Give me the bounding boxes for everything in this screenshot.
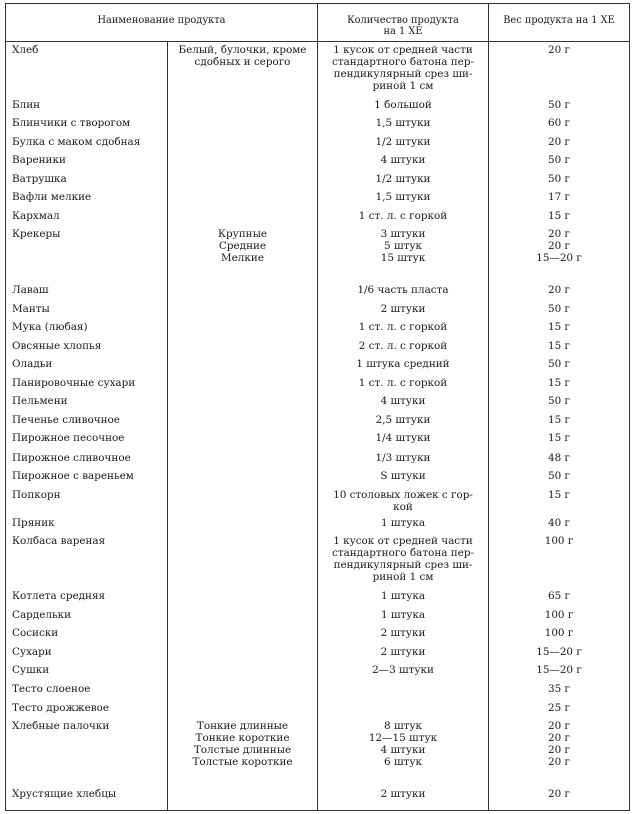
header-quantity-text: Количество продукта на 1 ХЕ xyxy=(347,15,459,37)
product-name-cell: Сардельки xyxy=(6,607,168,625)
product-name-cell: Кархмал xyxy=(6,208,168,226)
product-variant-cell xyxy=(168,338,318,356)
quantity-cell xyxy=(318,468,489,487)
product-variant-cell xyxy=(168,208,318,226)
weight-cell-line: 20 г xyxy=(548,756,570,769)
product-variant-cell-line: Средние xyxy=(218,239,267,252)
product-variant-cell-line: сдобных и серого xyxy=(194,56,291,68)
table-row xyxy=(6,171,630,189)
weight-cell xyxy=(489,171,630,189)
quantity-cell-line: 4 штуки xyxy=(380,153,426,166)
weight-cell xyxy=(489,450,630,468)
product-name-cell: Оладьи xyxy=(6,356,168,375)
product-variant-cell xyxy=(168,189,318,208)
product-variant-cell xyxy=(168,681,318,700)
table-row xyxy=(6,282,630,301)
weight-cell-line: 35 г xyxy=(548,683,570,696)
quantity-cell-line: 1 ст. л. с горкой xyxy=(358,209,448,222)
table-row xyxy=(6,301,630,319)
product-variant-cell-line: Белый, булочки, кроме xyxy=(178,44,307,56)
table-row xyxy=(6,356,630,375)
weight-cell xyxy=(489,607,630,625)
quantity-cell xyxy=(318,515,489,533)
quantity-cell-line: 2—3 штуки xyxy=(372,664,434,677)
weight-cell xyxy=(489,393,630,412)
product-variant-cell-line: Крупные xyxy=(217,227,268,240)
product-name-cell: Ватрушка xyxy=(6,171,168,189)
weight-cell xyxy=(489,319,630,338)
weight-cell xyxy=(489,487,630,515)
quantity-cell-line: риной 1 см xyxy=(372,570,434,583)
product-variant-cell xyxy=(168,356,318,375)
product-name-cell: Вафли мелкие xyxy=(6,189,168,208)
weight-cell xyxy=(489,700,630,718)
weight-cell-line: 60 г xyxy=(548,116,570,129)
weight-cell-line: 15 г xyxy=(548,340,570,353)
bread-units-table xyxy=(5,3,630,811)
quantity-cell-line: 2 штуки xyxy=(380,788,426,801)
quantity-cell xyxy=(318,450,489,468)
weight-cell xyxy=(489,625,630,644)
weight-cell xyxy=(489,644,630,662)
product-variant-cell-line: Толстые короткие xyxy=(192,756,293,769)
weight-cell-line: 50 г xyxy=(548,395,570,408)
quantity-cell-line: 1/4 штуки xyxy=(375,432,431,445)
product-name-cell: Вареники xyxy=(6,152,168,171)
weight-cell-line: 20 г xyxy=(548,744,570,757)
table-row xyxy=(6,393,630,412)
weight-cell xyxy=(489,189,630,208)
weight-cell-line: 15—20 г xyxy=(536,646,582,659)
weight-cell-line: 15 г xyxy=(548,414,570,427)
quantity-cell-line: 1 кусок от средней части xyxy=(333,534,473,547)
table-row xyxy=(6,375,630,393)
table-row xyxy=(6,42,630,97)
quantity-cell xyxy=(318,533,489,588)
table-row xyxy=(6,607,630,625)
product-name-cell: Манты xyxy=(6,301,168,319)
quantity-cell-line: 1 ст. л. с горкой xyxy=(358,321,448,334)
product-name-cell: Блинчики с творогом xyxy=(6,115,168,134)
product-variant-cell xyxy=(168,42,318,97)
product-name-cell: Тесто слоеное xyxy=(6,681,168,700)
product-name-cell: Хлебные палочки xyxy=(6,718,168,786)
product-name-cell: Колбаса вареная xyxy=(6,533,168,588)
quantity-cell xyxy=(318,282,489,301)
table-row xyxy=(6,430,630,449)
quantity-cell-line: 2 штуки xyxy=(380,303,426,316)
product-variant-cell xyxy=(168,319,318,338)
weight-cell-line: 15—20 г xyxy=(536,664,582,677)
quantity-cell xyxy=(318,430,489,449)
quantity-cell xyxy=(318,412,489,430)
product-name-cell: Овсяные хлопья xyxy=(6,338,168,356)
product-name-cell: Котлета средняя xyxy=(6,588,168,607)
product-name-cell: Печенье сливочное xyxy=(6,412,168,430)
product-variant-cell xyxy=(168,533,318,588)
quantity-cell xyxy=(318,226,489,282)
weight-cell xyxy=(489,718,630,786)
table-row xyxy=(6,533,630,588)
weight-cell-line: 50 г xyxy=(548,153,570,166)
weight-cell-line: 15—20 г xyxy=(536,251,582,264)
quantity-cell xyxy=(318,644,489,662)
table-row xyxy=(6,681,630,700)
quantity-cell xyxy=(318,786,489,810)
product-variant-cell xyxy=(168,393,318,412)
product-name-cell: Мука (любая) xyxy=(6,319,168,338)
quantity-cell-line: 1,5 штуки xyxy=(375,116,431,129)
weight-cell-line: 25 г xyxy=(548,702,570,715)
weight-cell xyxy=(489,338,630,356)
table-row xyxy=(6,97,630,115)
weight-cell-line: 65 г xyxy=(548,589,570,602)
weight-cell xyxy=(489,356,630,375)
product-name-cell: Пряник xyxy=(6,515,168,533)
table-header-row xyxy=(6,4,630,42)
weight-cell xyxy=(489,468,630,487)
weight-cell-line: 50 г xyxy=(548,469,570,482)
weight-cell-line: 17 г xyxy=(548,190,570,203)
weight-cell-line: 20 г xyxy=(548,227,570,240)
quantity-cell-line: риной 1 см xyxy=(372,80,434,92)
product-name-cell: Хрустящие хлебцы xyxy=(6,786,168,810)
weight-cell xyxy=(489,588,630,607)
weight-cell xyxy=(489,786,630,810)
product-name-cell: Хлеб xyxy=(6,42,168,97)
quantity-cell-line: 1/3 штуки xyxy=(375,451,431,464)
weight-cell-line: 50 г xyxy=(548,98,570,111)
quantity-cell-line: 1,5 штуки xyxy=(375,190,431,203)
product-name-cell: Панировочные сухари xyxy=(6,375,168,393)
quantity-cell xyxy=(318,625,489,644)
table-row xyxy=(6,338,630,356)
weight-cell-line: 20 г xyxy=(548,788,570,801)
quantity-cell-line: 1 штука xyxy=(380,589,426,602)
quantity-cell-line: 10 столовых ложек с гор- xyxy=(333,488,473,501)
product-name-cell: Крекеры xyxy=(6,226,168,282)
quantity-cell-line: 1 кусок от средней части xyxy=(333,44,473,56)
quantity-cell xyxy=(318,375,489,393)
weight-cell xyxy=(489,533,630,588)
weight-cell xyxy=(489,134,630,152)
quantity-cell xyxy=(318,171,489,189)
weight-cell-line: 15 г xyxy=(548,209,570,222)
quantity-cell xyxy=(318,681,489,700)
table-row xyxy=(6,115,630,134)
quantity-cell-line: 1 штука xyxy=(380,608,426,621)
quantity-cell-line: пендикулярный срез ши- xyxy=(333,558,473,571)
quantity-cell xyxy=(318,152,489,171)
quantity-cell xyxy=(318,97,489,115)
quantity-cell-line: 12—15 штук xyxy=(368,732,438,745)
quantity-cell xyxy=(318,588,489,607)
quantity-cell-line: 1 ст. л. с горкой xyxy=(358,377,448,390)
weight-cell-line: 20 г xyxy=(548,239,570,252)
quantity-cell-line: 2 ст. л. с горкой xyxy=(358,340,448,353)
product-variant-cell xyxy=(168,468,318,487)
weight-cell xyxy=(489,97,630,115)
product-variant-cell xyxy=(168,588,318,607)
product-variant-cell xyxy=(168,625,318,644)
table-row xyxy=(6,588,630,607)
quantity-cell-line: стандартного батона пер- xyxy=(332,56,474,68)
product-variant-cell xyxy=(168,430,318,449)
quantity-cell xyxy=(318,356,489,375)
weight-cell-line: 40 г xyxy=(548,516,570,529)
weight-cell-line: 48 г xyxy=(548,451,570,464)
quantity-cell xyxy=(318,487,489,515)
quantity-cell xyxy=(318,208,489,226)
quantity-cell xyxy=(318,718,489,786)
quantity-cell-line: 4 штуки xyxy=(380,395,426,408)
quantity-cell-line: стандартного батона пер- xyxy=(332,546,474,559)
header-product-name: Наименование продукта xyxy=(6,4,318,42)
quantity-cell xyxy=(318,319,489,338)
weight-cell xyxy=(489,301,630,319)
weight-cell xyxy=(489,115,630,134)
quantity-cell-line: пендикулярный срез ши- xyxy=(333,68,473,80)
product-variant-cell xyxy=(168,152,318,171)
product-variant-cell xyxy=(168,282,318,301)
quantity-cell-line: 6 штук xyxy=(384,756,422,769)
weight-cell xyxy=(489,42,630,97)
quantity-cell-line: 1/2 штуки xyxy=(375,172,431,185)
quantity-cell-line: S штуки xyxy=(380,469,426,482)
product-variant-cell xyxy=(168,786,318,810)
weight-cell xyxy=(489,208,630,226)
header-weight: Вес продукта на 1 ХЕ xyxy=(489,4,630,42)
table-row xyxy=(6,189,630,208)
product-name-cell: Булка с маком сдобная xyxy=(6,134,168,152)
weight-cell xyxy=(489,430,630,449)
table-row xyxy=(6,700,630,718)
product-variant-cell-line: Мелкие xyxy=(221,251,264,264)
product-variant-cell-line: Толстые длинные xyxy=(193,744,292,757)
table-row xyxy=(6,662,630,681)
table-row xyxy=(6,644,630,662)
quantity-cell-line: 1 штука xyxy=(380,516,426,529)
product-name-cell: Сосиски xyxy=(6,625,168,644)
weight-cell-line: 20 г xyxy=(548,732,570,745)
weight-cell xyxy=(489,152,630,171)
table-row xyxy=(6,450,630,468)
product-variant-cell xyxy=(168,644,318,662)
weight-cell-line: 100 г xyxy=(544,608,574,621)
table-row xyxy=(6,134,630,152)
quantity-cell-line: 4 штуки xyxy=(380,744,426,757)
table-row xyxy=(6,319,630,338)
product-variant-cell xyxy=(168,718,318,786)
quantity-cell-line: 1 штука средний xyxy=(356,358,450,371)
product-variant-cell xyxy=(168,515,318,533)
quantity-cell xyxy=(318,338,489,356)
product-variant-cell xyxy=(168,171,318,189)
quantity-cell-line: 15 штук xyxy=(380,251,426,264)
weight-cell-line: 15 г xyxy=(548,377,570,390)
quantity-cell-line: 5 штук xyxy=(384,239,422,252)
quantity-cell xyxy=(318,42,489,97)
weight-cell xyxy=(489,515,630,533)
product-name-cell: Пельмени xyxy=(6,393,168,412)
weight-cell-line: 20 г xyxy=(548,44,570,56)
table-row xyxy=(6,412,630,430)
product-variant-cell xyxy=(168,226,318,282)
product-name-cell: Попкорн xyxy=(6,487,168,515)
weight-cell-line: 20 г xyxy=(548,135,570,148)
weight-cell-line: 100 г xyxy=(544,534,574,547)
weight-cell-line: 20 г xyxy=(548,720,570,733)
product-name-cell: Тесто дрожжевое xyxy=(6,700,168,718)
header-quantity xyxy=(318,4,489,42)
product-variant-cell xyxy=(168,134,318,152)
weight-cell-line: 50 г xyxy=(548,358,570,371)
product-variant-cell-line: Тонкие длинные xyxy=(196,720,289,733)
quantity-cell-line: 1/2 штуки xyxy=(375,135,431,148)
quantity-cell-line: 1 большой xyxy=(374,98,432,111)
product-name-cell: Блин xyxy=(6,97,168,115)
quantity-cell-line: 3 штуки xyxy=(380,227,426,240)
product-variant-cell xyxy=(168,607,318,625)
product-variant-cell xyxy=(168,662,318,681)
weight-cell xyxy=(489,375,630,393)
table-row xyxy=(6,208,630,226)
quantity-cell xyxy=(318,115,489,134)
table-row xyxy=(6,226,630,282)
table-row xyxy=(6,487,630,515)
product-variant-cell xyxy=(168,450,318,468)
table-row xyxy=(6,786,630,810)
quantity-cell-line: 2 штуки xyxy=(380,646,426,659)
table-row xyxy=(6,152,630,171)
weight-cell-line: 50 г xyxy=(548,172,570,185)
quantity-cell xyxy=(318,393,489,412)
quantity-cell xyxy=(318,607,489,625)
weight-cell-line: 20 г xyxy=(548,284,570,297)
table-row xyxy=(6,468,630,487)
quantity-cell-line: 8 штук xyxy=(384,720,422,733)
quantity-cell xyxy=(318,134,489,152)
quantity-cell-line: 2 штуки xyxy=(380,626,426,639)
quantity-cell xyxy=(318,301,489,319)
quantity-cell xyxy=(318,662,489,681)
weight-cell xyxy=(489,226,630,282)
product-name-cell: Пирожное с вареньем xyxy=(6,468,168,487)
table-row xyxy=(6,515,630,533)
product-name-cell: Пирожное сливочное xyxy=(6,450,168,468)
product-variant-cell xyxy=(168,301,318,319)
product-variant-cell xyxy=(168,115,318,134)
quantity-cell xyxy=(318,189,489,208)
product-variant-cell xyxy=(168,97,318,115)
quantity-cell xyxy=(318,700,489,718)
product-variant-cell xyxy=(168,487,318,515)
product-variant-cell xyxy=(168,412,318,430)
quantity-cell-line: 1/6 часть пласта xyxy=(357,284,449,297)
product-name-cell: Сухари xyxy=(6,644,168,662)
quantity-cell-line: 2,5 штуки xyxy=(375,414,431,427)
weight-cell-line: 15 г xyxy=(548,488,570,501)
weight-cell xyxy=(489,412,630,430)
table-row xyxy=(6,718,630,786)
weight-cell xyxy=(489,282,630,301)
weight-cell-line: 100 г xyxy=(544,626,574,639)
product-name-cell: Пирожное песочное xyxy=(6,430,168,449)
product-variant-cell-line: Тонкие короткие xyxy=(195,732,290,745)
weight-cell xyxy=(489,662,630,681)
weight-cell-line: 50 г xyxy=(548,303,570,316)
weight-cell-line: 15 г xyxy=(548,321,570,334)
weight-cell-line: 15 г xyxy=(548,432,570,445)
table-row xyxy=(6,625,630,644)
quantity-cell-line: кой xyxy=(393,500,413,513)
weight-cell xyxy=(489,681,630,700)
product-name-cell: Сушки xyxy=(6,662,168,681)
product-name-cell: Лаваш xyxy=(6,282,168,301)
product-variant-cell xyxy=(168,700,318,718)
product-variant-cell xyxy=(168,375,318,393)
